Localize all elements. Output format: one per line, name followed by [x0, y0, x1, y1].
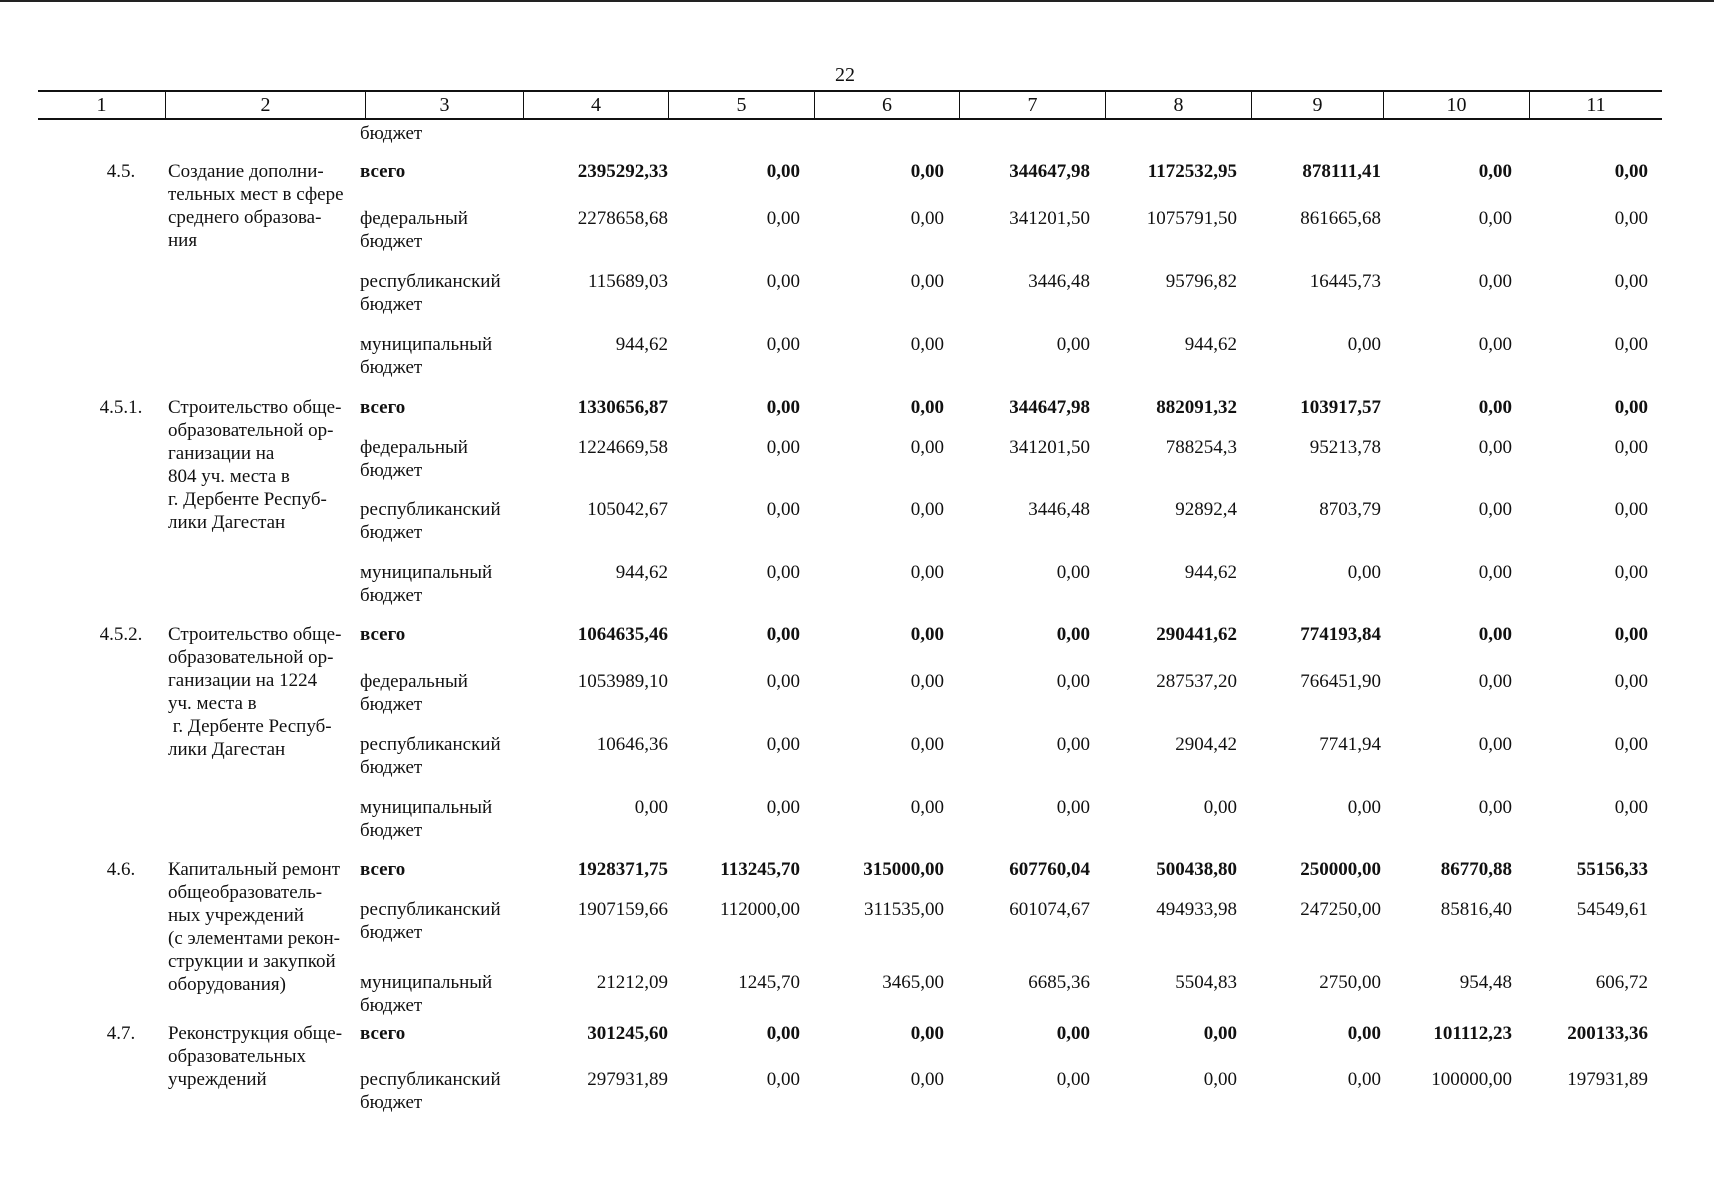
funding-source-label: федеральный бюджет: [360, 671, 468, 715]
value-cell: 0,00: [1614, 271, 1648, 292]
value-cell: 0,00: [1614, 499, 1648, 520]
value-cell: 8703,79: [1319, 499, 1381, 520]
value-cell: 0,00: [910, 797, 944, 818]
header-cell-11: 11: [1586, 94, 1606, 116]
value-cell: 0,00: [766, 437, 800, 458]
value-cell: 0,00: [910, 671, 944, 692]
value-cell: 0,00: [1478, 397, 1512, 418]
value-cell: 0,00: [1614, 624, 1648, 645]
value-cell: 0,00: [910, 161, 944, 182]
value-cell: 86770,88: [1440, 859, 1512, 880]
value-cell: 3465,00: [882, 972, 944, 993]
value-cell: 200133,36: [1567, 1023, 1648, 1044]
value-cell: 101112,23: [1433, 1023, 1512, 1044]
funding-source-label: всего: [360, 624, 406, 645]
value-cell: 0,00: [1614, 797, 1648, 818]
funding-source-label: республиканский бюджет: [360, 1069, 501, 1113]
value-cell: 247250,00: [1300, 899, 1381, 920]
value-cell: 0,00: [910, 271, 944, 292]
value-cell: 112000,00: [719, 899, 800, 920]
value-cell: 290441,62: [1156, 624, 1237, 645]
value-cell: 944,62: [615, 334, 668, 355]
value-cell: 115689,03: [587, 271, 668, 292]
row-name: Строительство обще- образовательной ор- ганизации на 804 уч. места в г. Дербенте Респуб- лики Дагестан: [168, 397, 342, 533]
value-cell: 878111,41: [1302, 161, 1381, 182]
value-cell: 0,00: [1614, 671, 1648, 692]
value-cell: 2750,00: [1319, 972, 1381, 993]
header-cell-7: 7: [960, 92, 1106, 118]
value-cell: 0,00: [766, 671, 800, 692]
value-cell: 7741,94: [1319, 734, 1381, 755]
value-cell: 0,00: [1203, 1023, 1237, 1044]
value-cell: 0,00: [1056, 624, 1090, 645]
row-name: Строительство обще- образовательной ор- ганизации на 1224 уч. места в г. Дербенте Респуб- лики Дагестан: [168, 624, 342, 760]
value-cell: 100000,00: [1431, 1069, 1512, 1090]
header-cell-3: 3: [366, 92, 524, 118]
value-cell: 0,00: [766, 562, 800, 583]
row-name: Капитальный ремонт общеобразователь- ных учреждений (с элементами рекон- струкции и закупкой оборудования): [168, 859, 341, 995]
row-name: Создание дополни- тельных мест в сфере среднего образова- ния: [168, 161, 344, 251]
value-cell: 0,00: [1056, 1069, 1090, 1090]
value-cell: 21212,09: [596, 972, 668, 993]
value-cell: 85816,40: [1440, 899, 1512, 920]
value-cell: 0,00: [1614, 562, 1648, 583]
row-code: 4.5.2.: [99, 624, 143, 645]
value-cell: 0,00: [910, 208, 944, 229]
value-cell: 0,00: [1478, 161, 1512, 182]
value-cell: 105042,67: [587, 499, 668, 520]
value-cell: 1075791,50: [1146, 208, 1237, 229]
header-cell-5: 5: [669, 92, 815, 118]
value-cell: 0,00: [910, 562, 944, 583]
value-cell: 0,00: [634, 797, 668, 818]
header-cell-1: 1: [38, 92, 166, 118]
value-cell: 0,00: [766, 1069, 800, 1090]
value-cell: 0,00: [910, 397, 944, 418]
value-cell: 341201,50: [1009, 208, 1090, 229]
value-cell: 92892,4: [1175, 499, 1237, 520]
value-cell: 95796,82: [1165, 271, 1237, 292]
value-cell: 944,62: [615, 562, 668, 583]
value-cell: 0,00: [1478, 437, 1512, 458]
row-name: Реконструкция обще- образовательных учреждений: [168, 1023, 343, 1090]
funding-source-label: федеральный бюджет: [360, 208, 468, 252]
value-cell: 95213,78: [1309, 437, 1381, 458]
row-code: 4.6.: [106, 859, 136, 880]
value-cell: 0,00: [1056, 797, 1090, 818]
value-cell: 287537,20: [1156, 671, 1237, 692]
value-cell: 1064635,46: [577, 624, 668, 645]
value-cell: 0,00: [766, 271, 800, 292]
value-cell: 0,00: [766, 624, 800, 645]
value-cell: 0,00: [910, 499, 944, 520]
value-cell: 774193,84: [1300, 624, 1381, 645]
value-cell: 0,00: [910, 437, 944, 458]
value-cell: 0,00: [1478, 208, 1512, 229]
value-cell: 3446,48: [1028, 271, 1090, 292]
header-cell-4: 4: [524, 92, 669, 118]
value-cell: 0,00: [1478, 671, 1512, 692]
funding-source-label: муниципальный бюджет: [360, 334, 493, 378]
funding-source-label: муниципальный бюджет: [360, 562, 493, 606]
funding-source-label: всего: [360, 161, 406, 182]
funding-source-label: всего: [360, 859, 406, 880]
value-cell: 0,00: [766, 334, 800, 355]
row-code: 4.7.: [106, 1023, 136, 1044]
value-cell: 1224669,58: [577, 437, 668, 458]
value-cell: 0,00: [1478, 562, 1512, 583]
value-cell: 0,00: [910, 624, 944, 645]
value-cell: 315000,00: [863, 859, 944, 880]
value-cell: 1330656,87: [577, 397, 668, 418]
value-cell: 0,00: [766, 797, 800, 818]
value-cell: 0,00: [1614, 397, 1648, 418]
value-cell: 606,72: [1595, 972, 1648, 993]
value-cell: 0,00: [1056, 334, 1090, 355]
value-cell: 788254,3: [1165, 437, 1237, 458]
funding-source-label: всего: [360, 397, 406, 418]
value-cell: 0,00: [1614, 334, 1648, 355]
value-cell: 0,00: [1478, 271, 1512, 292]
value-cell: 5504,83: [1175, 972, 1237, 993]
value-cell: 0,00: [766, 397, 800, 418]
value-cell: 0,00: [1478, 734, 1512, 755]
row-code: 4.5.1.: [99, 397, 143, 418]
value-cell: 882091,32: [1156, 397, 1237, 418]
funding-source-label: муниципальный бюджет: [360, 972, 493, 1016]
funding-source-label: всего: [360, 1023, 406, 1044]
value-cell: 0,00: [766, 161, 800, 182]
value-cell: 0,00: [910, 1023, 944, 1044]
value-cell: 0,00: [1056, 671, 1090, 692]
value-cell: 1928371,75: [577, 859, 668, 880]
value-cell: 601074,67: [1009, 899, 1090, 920]
value-cell: 10646,36: [596, 734, 668, 755]
value-cell: 0,00: [910, 1069, 944, 1090]
value-cell: 3446,48: [1028, 499, 1090, 520]
funding-source-label: республиканский бюджет: [360, 899, 501, 943]
value-cell: 197931,89: [1567, 1069, 1648, 1090]
value-cell: 0,00: [1478, 334, 1512, 355]
value-cell: 766451,90: [1300, 671, 1381, 692]
value-cell: 344647,98: [1009, 397, 1090, 418]
row-code: 4.5.: [106, 161, 136, 182]
value-cell: 0,00: [1614, 437, 1648, 458]
funding-source-label: муниципальный бюджет: [360, 797, 493, 841]
value-cell: 0,00: [1614, 161, 1648, 182]
value-cell: 0,00: [1614, 208, 1648, 229]
value-cell: 297931,89: [587, 1069, 668, 1090]
header-cell-2: 2: [166, 92, 366, 118]
value-cell: 341201,50: [1009, 437, 1090, 458]
value-cell: 861665,68: [1300, 208, 1381, 229]
value-cell: 0,00: [1056, 1023, 1090, 1044]
value-cell: 0,00: [1056, 734, 1090, 755]
value-cell: 0,00: [1203, 797, 1237, 818]
value-cell: 0,00: [910, 734, 944, 755]
funding-source-label: федеральный бюджет: [360, 437, 468, 481]
value-cell: 0,00: [1614, 734, 1648, 755]
value-cell: 944,62: [1184, 562, 1237, 583]
value-cell: 0,00: [1347, 334, 1381, 355]
header-cell-9: 9: [1252, 92, 1384, 118]
value-cell: 1907159,66: [577, 899, 668, 920]
continued-label: бюджет: [360, 123, 423, 144]
value-cell: 1245,70: [738, 972, 800, 993]
value-cell: 2904,42: [1175, 734, 1237, 755]
value-cell: 0,00: [766, 208, 800, 229]
value-cell: 16445,73: [1309, 271, 1381, 292]
value-cell: 2278658,68: [577, 208, 668, 229]
value-cell: 0,00: [766, 1023, 800, 1044]
value-cell: 607760,04: [1009, 859, 1090, 880]
value-cell: 344647,98: [1009, 161, 1090, 182]
value-cell: 0,00: [1478, 797, 1512, 818]
header-cell-10: 10: [1384, 92, 1530, 118]
funding-source-label: республиканский бюджет: [360, 734, 501, 778]
header-cell-8: 8: [1106, 92, 1252, 118]
page-number: 22: [835, 64, 855, 86]
value-cell: 1053989,10: [577, 671, 668, 692]
value-cell: 103917,57: [1300, 397, 1381, 418]
value-cell: 0,00: [1347, 797, 1381, 818]
funding-source-label: республиканский бюджет: [360, 499, 501, 543]
value-cell: 1172532,95: [1147, 161, 1237, 182]
value-cell: 0,00: [766, 499, 800, 520]
value-cell: 0,00: [910, 334, 944, 355]
value-cell: 494933,98: [1156, 899, 1237, 920]
value-cell: 0,00: [1347, 1023, 1381, 1044]
value-cell: 250000,00: [1300, 859, 1381, 880]
value-cell: 2395292,33: [577, 161, 668, 182]
value-cell: 113245,70: [720, 859, 800, 880]
value-cell: 954,48: [1459, 972, 1512, 993]
value-cell: 0,00: [1478, 499, 1512, 520]
value-cell: 0,00: [1478, 624, 1512, 645]
value-cell: 6685,36: [1028, 972, 1090, 993]
header-cell-6: 6: [815, 92, 960, 118]
table-header: [38, 90, 1662, 120]
value-cell: 0,00: [1203, 1069, 1237, 1090]
value-cell: 311535,00: [863, 899, 944, 920]
funding-source-label: республиканский бюджет: [360, 271, 501, 315]
value-cell: 55156,33: [1576, 859, 1648, 880]
page-top-border: [0, 0, 1714, 2]
value-cell: 944,62: [1184, 334, 1237, 355]
value-cell: 0,00: [766, 734, 800, 755]
value-cell: 301245,60: [587, 1023, 668, 1044]
value-cell: 54549,61: [1576, 899, 1648, 920]
value-cell: 0,00: [1347, 562, 1381, 583]
value-cell: 0,00: [1056, 562, 1090, 583]
value-cell: 0,00: [1347, 1069, 1381, 1090]
value-cell: 500438,80: [1156, 859, 1237, 880]
